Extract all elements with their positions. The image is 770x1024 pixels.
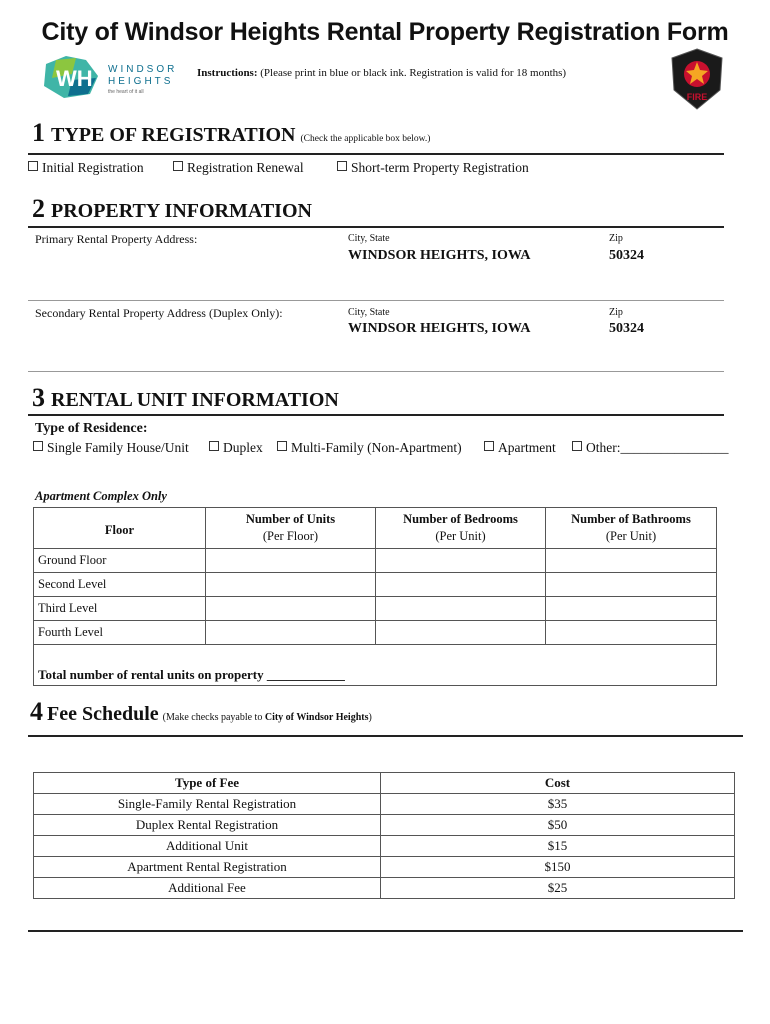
fee-type: Duplex Rental Registration	[34, 815, 381, 836]
secondary-address-line	[28, 371, 724, 372]
table-row	[34, 549, 717, 573]
floor-name: Fourth Level	[34, 621, 206, 645]
fee-cost: $50	[381, 815, 735, 836]
bedrooms-cell[interactable]	[376, 549, 546, 573]
windsor-heights-logo	[42, 56, 182, 98]
secondary-zip-label: Zip	[609, 307, 623, 318]
table-row	[34, 794, 735, 815]
logo-tagline: the heart of it all	[108, 89, 144, 95]
fee-cost: $25	[381, 878, 735, 899]
primary-address-label: Primary Rental Property Address:	[35, 232, 198, 246]
section2-rule	[28, 226, 724, 228]
logo-line2: HEIGHTS	[108, 76, 174, 87]
secondary-city-value[interactable]: WINDSOR HEIGHTS, IOWA	[348, 321, 531, 336]
units-cell[interactable]	[206, 621, 376, 645]
table-row	[34, 621, 717, 645]
primary-zip-value[interactable]: 50324	[609, 248, 644, 263]
section3-heading: 3 RENTAL UNIT INFORMATION	[32, 383, 339, 412]
fee-cost: $15	[381, 836, 735, 857]
checkbox-registration-renewal[interactable]: Registration Renewal	[173, 160, 304, 176]
section4-rule	[28, 735, 743, 737]
checkbox-initial-registration[interactable]: Initial Registration	[28, 160, 144, 176]
table-row	[34, 815, 735, 836]
checkbox-duplex[interactable]: Duplex	[209, 440, 263, 456]
bathrooms-cell[interactable]	[546, 597, 717, 621]
primary-city-label: City, State	[348, 233, 390, 244]
fee-note: (Make checks payable to City of Windsor Heights)	[162, 712, 372, 723]
checkbox-single-family[interactable]: Single Family House/Unit	[33, 440, 189, 456]
primary-city-value[interactable]: WINDSOR HEIGHTS, IOWA	[348, 248, 531, 263]
table-row	[34, 857, 735, 878]
fee-cost: $150	[381, 857, 735, 878]
bathrooms-cell[interactable]	[546, 621, 717, 645]
section3-rule	[28, 414, 724, 416]
header-bedrooms: Number of Bedrooms (Per Unit)	[376, 508, 546, 549]
section4-heading: 4 Fee Schedule (Make checks payable to City of Windsor Heights)	[30, 697, 372, 726]
checkbox-other[interactable]: Other:________________	[572, 440, 729, 456]
instructions: Instructions: (Please print in blue or black ink. Registration is valid for 18 months)	[197, 67, 567, 79]
bedrooms-cell[interactable]	[376, 597, 546, 621]
fee-cost-header: Cost	[381, 773, 735, 794]
secondary-city-label: City, State	[348, 307, 390, 318]
header-units: Number of Units (Per Floor)	[206, 508, 376, 549]
fee-type: Additional Unit	[34, 836, 381, 857]
fee-cost: $35	[381, 794, 735, 815]
floor-name: Third Level	[34, 597, 206, 621]
section2-heading: 2 PROPERTY INFORMATION	[32, 194, 312, 223]
bottom-rule	[28, 930, 743, 932]
floor-name: Second Level	[34, 573, 206, 597]
bathrooms-cell[interactable]	[546, 573, 717, 597]
fee-schedule-table	[33, 772, 735, 899]
checkbox-apartment[interactable]: Apartment	[484, 440, 556, 456]
fee-type: Single-Family Rental Registration	[34, 794, 381, 815]
fee-type-header: Type of Fee	[34, 773, 381, 794]
logo-initials: WH	[56, 66, 93, 91]
bedrooms-cell[interactable]	[376, 621, 546, 645]
logo-line1: WINDSOR	[108, 64, 178, 75]
badge-text: FIRE	[686, 92, 708, 102]
units-cell[interactable]	[206, 549, 376, 573]
fee-type: Apartment Rental Registration	[34, 857, 381, 878]
secondary-address-label: Secondary Rental Property Address (Duplex Only):	[35, 306, 283, 320]
residence-type-label: Type of Residence:	[35, 421, 148, 436]
secondary-zip-value[interactable]: 50324	[609, 321, 644, 336]
fire-department-badge-icon	[670, 48, 724, 110]
page-title: City of Windsor Heights Rental Property Registration Form	[41, 18, 729, 46]
bedrooms-cell[interactable]	[376, 573, 546, 597]
units-cell[interactable]	[206, 597, 376, 621]
header-floor: Floor	[34, 508, 206, 549]
header-bathrooms: Number of Bathrooms (Per Unit)	[546, 508, 717, 549]
table-row	[34, 597, 717, 621]
table-row	[34, 836, 735, 857]
fee-type: Additional Fee	[34, 878, 381, 899]
units-cell[interactable]	[206, 573, 376, 597]
checkbox-short-term[interactable]: Short-term Property Registration	[337, 160, 529, 176]
total-units-field[interactable]: Total number of rental units on property ____________	[34, 645, 717, 686]
section1-heading: 1 TYPE OF REGISTRATION (Check the applicable box below.)	[32, 118, 431, 147]
floor-name: Ground Floor	[34, 549, 206, 573]
checkbox-multi-family[interactable]: Multi-Family (Non-Apartment)	[277, 440, 462, 456]
primary-address-line	[28, 300, 724, 301]
primary-zip-label: Zip	[609, 233, 623, 244]
rental-units-table	[33, 507, 717, 686]
table-row	[34, 573, 717, 597]
apartment-only-label: Apartment Complex Only	[35, 489, 167, 503]
table-row	[34, 878, 735, 899]
section1-rule	[28, 153, 724, 155]
bathrooms-cell[interactable]	[546, 549, 717, 573]
